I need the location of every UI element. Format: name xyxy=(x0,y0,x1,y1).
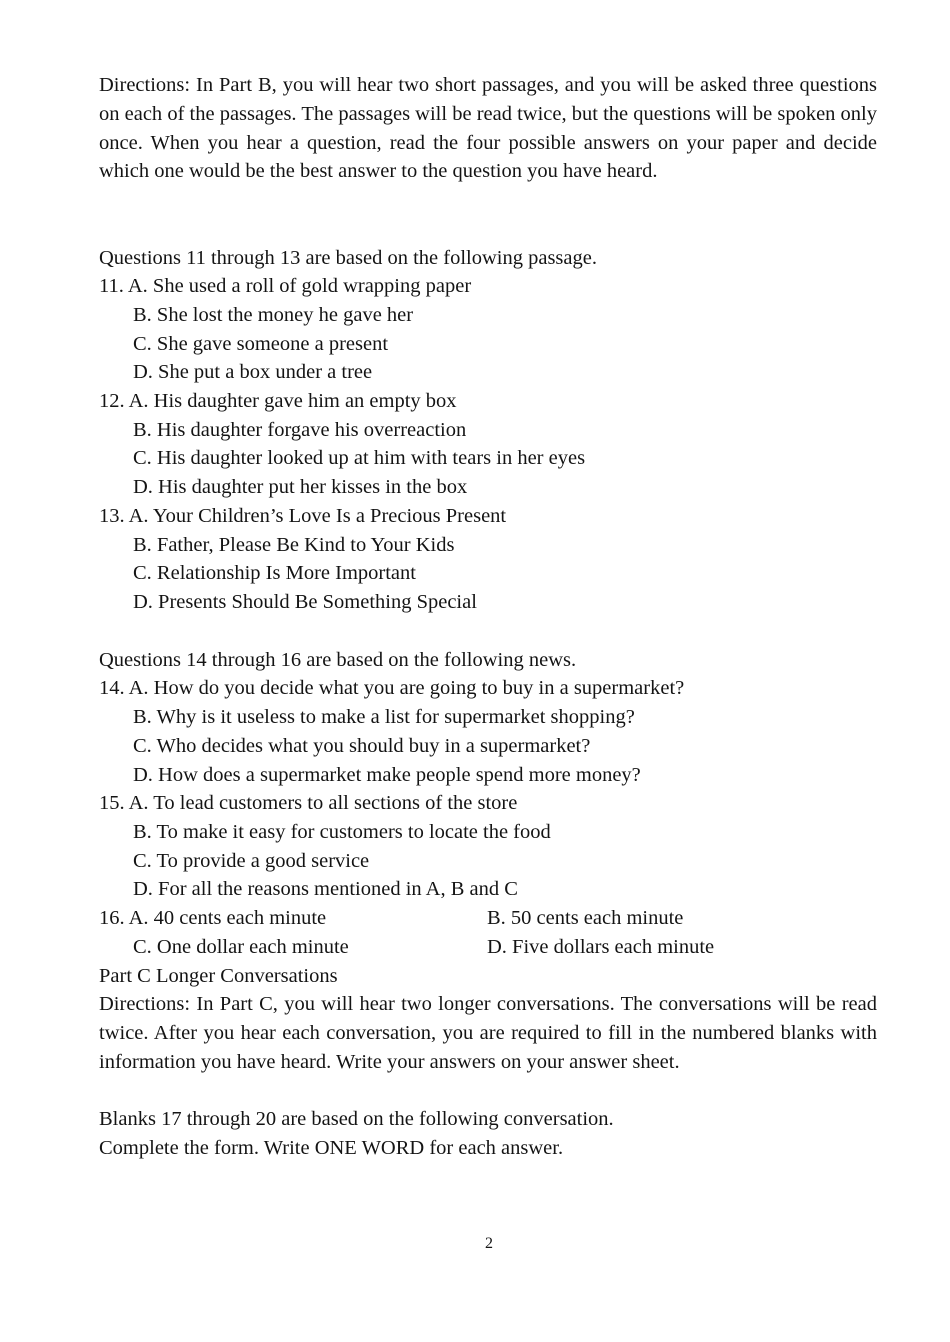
q12-option-c: C. His daughter looked up at him with tears in her eyes xyxy=(133,447,586,469)
q11-option-a: 11. A. She used a roll of gold wrapping paper xyxy=(99,275,472,297)
q11-option-d: D. She put a box under a tree xyxy=(133,361,373,383)
q12-option-b: B. His daughter forgave his overreaction xyxy=(133,419,467,441)
q15-option-a: 15. A. To lead customers to all sections of the store xyxy=(99,792,518,814)
q12-option-d: D. His daughter put her kisses in the box xyxy=(133,476,468,498)
q14-option-c: C. Who decides what you should buy in a supermarket? xyxy=(133,735,591,757)
q14-option-d: D. How does a supermarket make people spend more money? xyxy=(133,764,641,786)
questions-14-16-intro: Questions 14 through 16 are based on the following news. xyxy=(99,649,577,671)
q14-option-b: B. Why is it useless to make a list for supermarket shopping? xyxy=(133,706,635,728)
q13-option-b: B. Father, Please Be Kind to Your Kids xyxy=(133,534,455,556)
part-c-heading: Part C Longer Conversations xyxy=(99,965,338,987)
q16-option-d: D. Five dollars each minute xyxy=(487,936,715,958)
q16-option-c: C. One dollar each minute xyxy=(133,936,349,958)
form-instruction: Complete the form. Write ONE WORD for each answer. xyxy=(99,1137,564,1159)
q13-option-a: 13. A. Your Children’s Love Is a Precious Present xyxy=(99,505,507,527)
q15-option-c: C. To provide a good service xyxy=(133,850,370,872)
q16-option-a: 16. A. 40 cents each minute xyxy=(99,907,327,929)
part-b-directions: Directions: In Part B, you will hear two short passages, and you will be asked three questions on each of the passages. The passages will be read twice, but the questions will be spoken only once. When you hear a question, read the four possible answers on your paper and decide which one would be the best answer to the question you have heard. xyxy=(99,74,877,183)
q15-option-d: D. For all the reasons mentioned in A, B and C xyxy=(133,878,518,900)
page-number: 2 xyxy=(485,1235,493,1252)
q11-option-c: C. She gave someone a present xyxy=(133,333,389,355)
questions-11-13-intro: Questions 11 through 13 are based on the following passage. xyxy=(99,247,597,269)
q15-option-b: B. To make it easy for customers to locate the food xyxy=(133,821,551,843)
q13-option-d: D. Presents Should Be Something Special xyxy=(133,591,477,613)
q13-option-c: C. Relationship Is More Important xyxy=(133,562,416,584)
blanks-17-20-intro: Blanks 17 through 20 are based on the following conversation. xyxy=(99,1108,614,1130)
q14-option-a: 14. A. How do you decide what you are going to buy in a supermarket? xyxy=(99,677,685,699)
q16-option-b: B. 50 cents each minute xyxy=(487,907,684,929)
q11-option-b: B. She lost the money he gave her xyxy=(133,304,414,326)
q12-option-a: 12. A. His daughter gave him an empty box xyxy=(99,390,457,412)
part-c-directions: Directions: In Part C, you will hear two longer conversations. The conversations will be read twice. After you hear each conversation, you are required to fill in the numbered blanks with information you have heard. Write your answers on your answer sheet. xyxy=(99,993,877,1073)
